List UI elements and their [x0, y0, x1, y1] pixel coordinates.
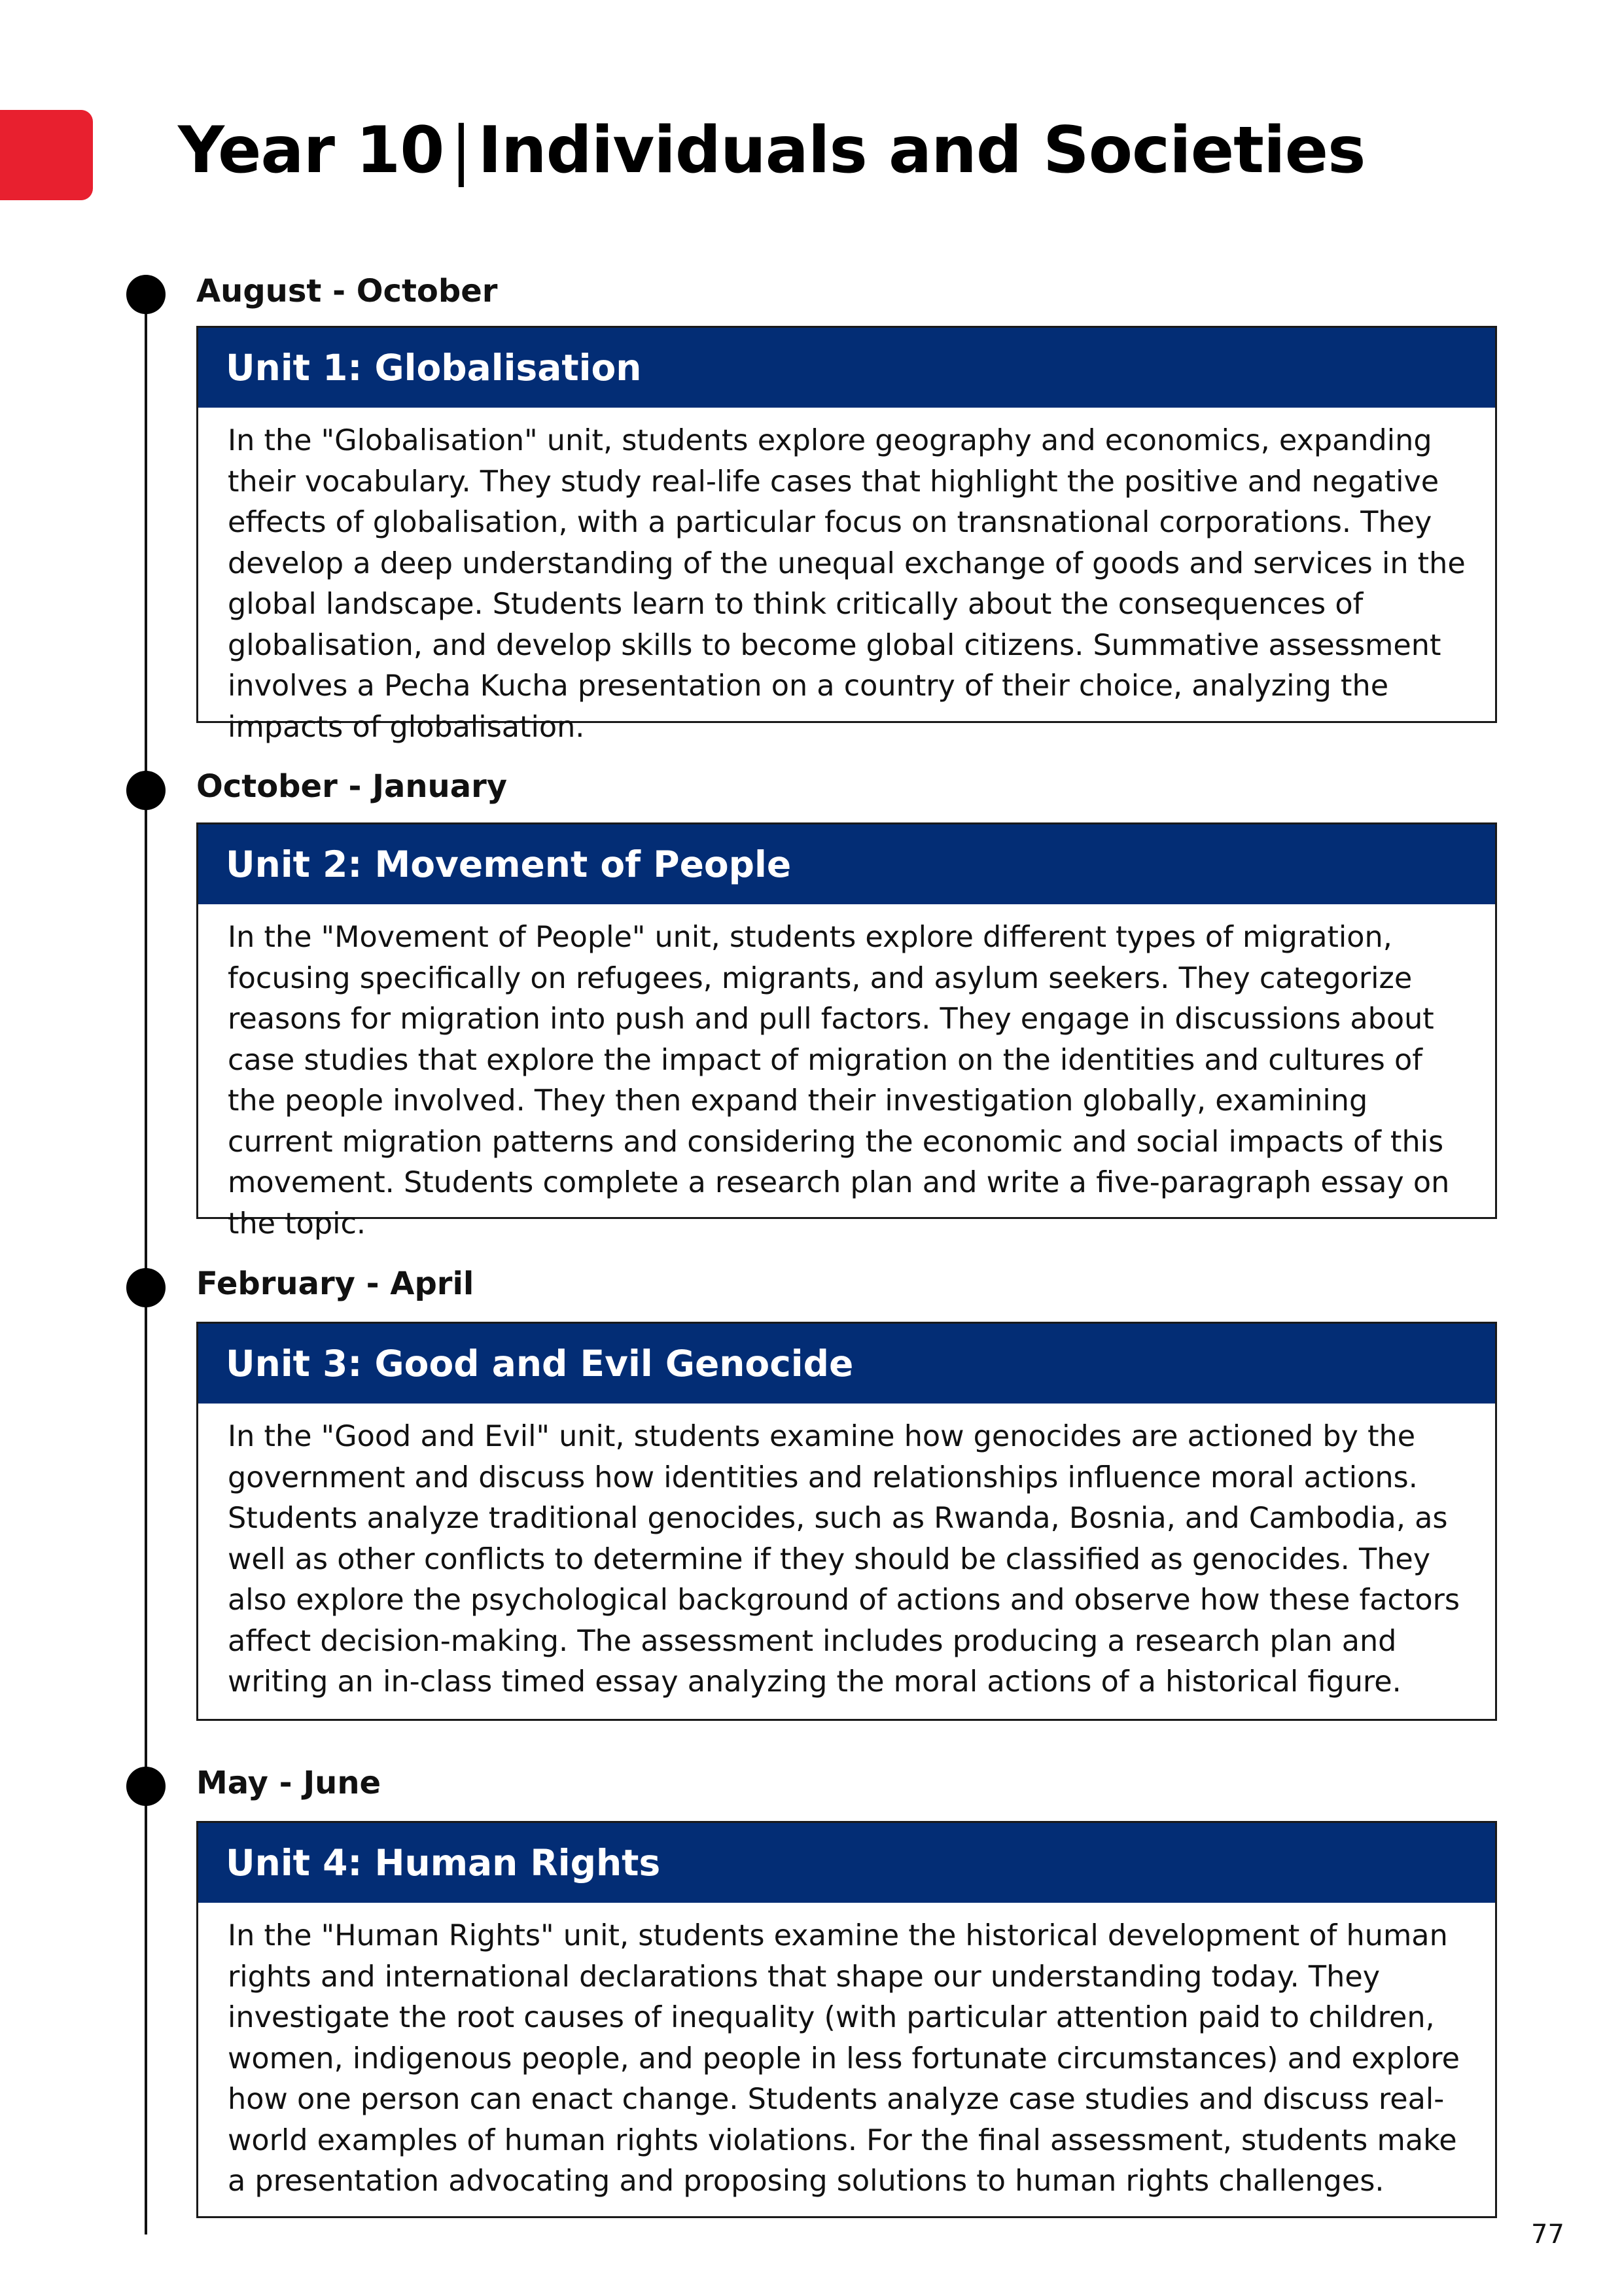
unit-3-description: In the "Good and Evil" unit, students examine how genocides are actioned by the government and discuss how identities and relationships influence moral actions. Students analyze traditional genocides, such as Rwanda, Bosnia, and Cambodia, as well as other conflicts to determine if they should be classified as genocides. They also explore the psychological background of actions and observe how these factors affect decision-making. The assessment includes producing a research plan and writing an in-class timed essay analyzing the moral actions of a historical figure.: [228, 1420, 1460, 1699]
timeline-line: [145, 291, 147, 2234]
unit-2-period: October - January: [196, 768, 508, 805]
unit-1-title: Unit 1: Globalisation: [198, 328, 1495, 408]
unit-3-card: [196, 1322, 1497, 1721]
unit-1-description: In the "Globalisation" unit, students explore geography and economics, expanding their vocabulary. They study real-life cases that highlight the positive and negative effects of globalisation, with a particular focus on transnational corporations. They develop a deep understanding of the unequal exchange of goods and services in the global landscape. Students learn to think critically about the consequences of globalisation, and develop skills to become global citizens. Summative assessment involves a Pecha Kucha presentation on a country of their choice, analyzing the impacts of globalisation.: [228, 424, 1466, 744]
unit-3-title: Unit 3: Good and Evil Genocide: [198, 1324, 1495, 1404]
unit-1-card: [196, 326, 1497, 744]
unit-1-period: August - October: [196, 273, 498, 309]
page-title-subject: Individuals and Societies: [478, 113, 1366, 188]
unit-4-description: In the "Human Rights" unit, students examine the historical development of human rights and international declarations that shape our understanding today. They investigate the root causes of inequality (with particular attention paid to children, women, indigenous people, and people in less fortunate circumstances) and explore how one person can enact change. Students analyze case studies and discuss real-world examples of human rights violations. For the final assessment, students make a presentation advocating and proposing solutions to human rights challenges.: [228, 1919, 1460, 2198]
unit-2-title: Unit 2: Movement of People: [198, 824, 1495, 904]
timeline-dot: [126, 275, 166, 314]
section-tab-marker: [0, 110, 93, 200]
timeline-dot: [126, 1767, 166, 1806]
page-title-year: Year 10: [178, 113, 444, 188]
page-title: [178, 105, 1365, 196]
page-title-separator: |: [450, 113, 472, 188]
unit-3-period: February - April: [196, 1265, 474, 1302]
page-number: 77: [1531, 2219, 1564, 2250]
unit-4-period: May - June: [196, 1765, 381, 1801]
timeline-dot: [126, 1268, 166, 1307]
unit-2-card: [196, 822, 1497, 1241]
unit-2-description: In the "Movement of People" unit, students explore different types of migration, focusing specifically on refugees, migrants, and asylum seekers. They categorize reasons for migration into push and pull factors. They engage in discussions about case studies that explore the impact of migration on the identities and cultures of the people involved. They then expand their investigation globally, examining current migration patterns and considering the economic and social impacts of this movement. Students complete a research plan and write a five-paragraph essay on the topic.: [228, 921, 1450, 1241]
timeline-dot: [126, 771, 166, 810]
unit-4-title: Unit 4: Human Rights: [198, 1823, 1495, 1903]
unit-4-card: [196, 1821, 1497, 2218]
